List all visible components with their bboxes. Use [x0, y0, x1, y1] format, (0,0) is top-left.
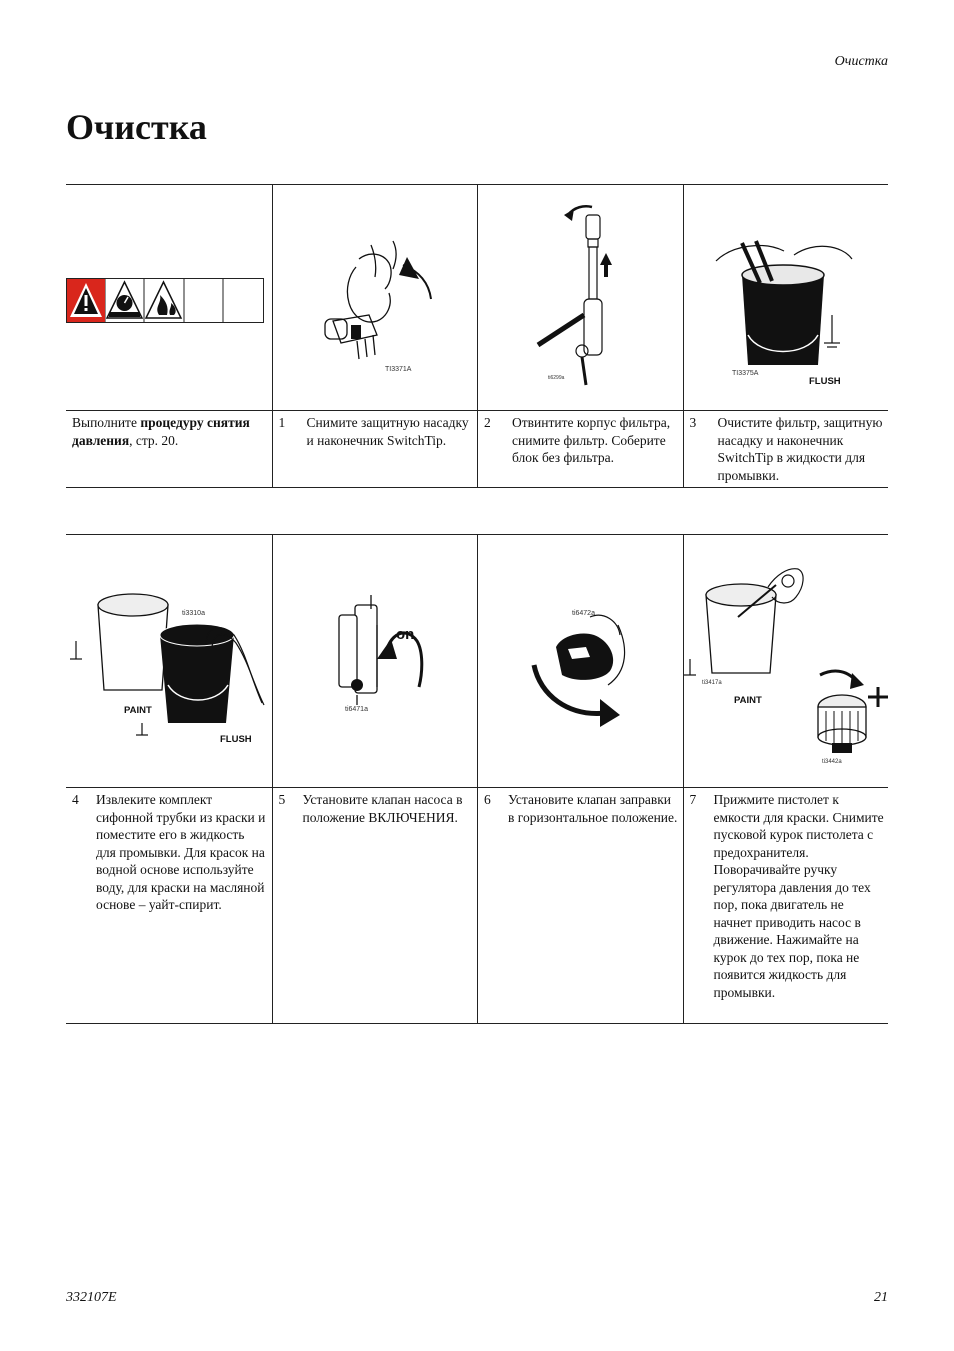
- figure-clean-parts: [683, 185, 889, 410]
- step-1: [272, 411, 478, 487]
- figure-tag: ti3310a: [182, 610, 205, 617]
- intro-cell: [66, 411, 272, 487]
- table-rule: [66, 1023, 888, 1024]
- pressure-relief-link[interactable]: процедуру снятия давления: [72, 415, 250, 448]
- figure-remove-filter: [477, 185, 683, 410]
- figure-row: [66, 185, 888, 410]
- step-number: 3: [689, 415, 697, 430]
- step-number: 1: [278, 415, 286, 430]
- step-text: Установите клапан насоса в положение ВКЛЮЧЕНИЯ.: [302, 792, 463, 825]
- step-2: [477, 411, 683, 487]
- figure-tag: ti6472a: [572, 610, 595, 617]
- paint-label: PAINT: [124, 705, 152, 716]
- figure-row: [66, 535, 888, 787]
- step-text: Установите клапан заправки в горизонтальное положение.: [508, 792, 678, 825]
- procedure-table-1: [66, 185, 888, 410]
- fire-hazard-icon: [146, 282, 181, 318]
- figure-prime-valve: [477, 535, 683, 787]
- figure-tag: TI3375A: [731, 370, 758, 377]
- table-rule: [66, 487, 888, 488]
- doc-number: 332107E: [66, 1290, 117, 1305]
- step-number: 5: [278, 792, 286, 807]
- flush-label: FLUSH: [808, 376, 841, 387]
- warning-cell: [66, 185, 272, 410]
- warning-triangle-icon: [67, 279, 105, 322]
- intro-text: Выполните: [72, 415, 141, 430]
- procedure-table-2: [66, 535, 888, 787]
- step-number: 2: [484, 415, 491, 430]
- step-4: [66, 788, 272, 1023]
- intro-page-ref: , стр. 20.: [129, 432, 179, 448]
- flush-bucket-icon: [742, 265, 824, 365]
- flush-bucket-icon: [160, 624, 234, 723]
- step-3: [683, 411, 889, 487]
- figure-tag: ti3417a: [701, 680, 722, 686]
- running-header: Очистка: [834, 54, 888, 69]
- pressure-knob-icon: [818, 695, 866, 753]
- figure-prime-pump: [683, 535, 889, 787]
- page-number: 21: [874, 1290, 888, 1305]
- figure-tag: ti6471a: [344, 706, 368, 713]
- on-label: on: [395, 626, 414, 643]
- step-text: Снимите защитную насадку и наконечник SwitchTip.: [306, 415, 469, 448]
- figure-move-siphon: [66, 535, 272, 787]
- step-7: [683, 788, 889, 1023]
- step-6: [477, 788, 683, 1023]
- step-number: 7: [689, 792, 697, 807]
- figure-tag: ti3442a: [821, 759, 842, 765]
- figure-tag: TI3371A: [384, 366, 411, 373]
- pressure-gauge-icon: [107, 282, 142, 318]
- figure-pump-valve: [272, 535, 478, 787]
- step-5: [272, 788, 478, 1023]
- paint-bucket-icon: [706, 584, 776, 673]
- step-text: Отвинтите корпус фильтра, снимите фильтр. Соберите блок без фильтра.: [512, 415, 671, 465]
- page-title: Очистка: [66, 107, 207, 147]
- figure-remove-tip: [272, 185, 478, 410]
- step-text: Прижмите пистолет к емкости для краски. Снимите пусковой курок пистолета с предохранителя. Поворачивайте ручку регулятора давления до тех пор, пока двигатель не начнет приводить насос в движение. Нажимайте на курок до тех пор, пока не появится жидкость для промывки.: [713, 792, 884, 1000]
- figure-tag: ti6299a: [548, 375, 565, 381]
- text-row: [66, 411, 888, 487]
- step-number: 6: [484, 792, 491, 807]
- paint-label: PAINT: [733, 695, 762, 706]
- procedure-table-2-text: [66, 788, 888, 1023]
- text-row: [66, 788, 888, 1023]
- flush-label: FLUSH: [220, 734, 252, 745]
- step-text: Извлеките комплект сифонной трубки из краски и поместите его в жидкость для промывки. Для красок на водной основе используйте воду, для краски на масляной основе – уайт-спирит.: [96, 792, 266, 912]
- step-text: Очистите фильтр, защитную насадку и наконечник SwitchTip в жидкости для промывки.: [717, 415, 883, 483]
- procedure-table-1-text: [66, 411, 888, 487]
- paint-bucket-icon: [98, 594, 168, 690]
- step-number: 4: [72, 792, 79, 807]
